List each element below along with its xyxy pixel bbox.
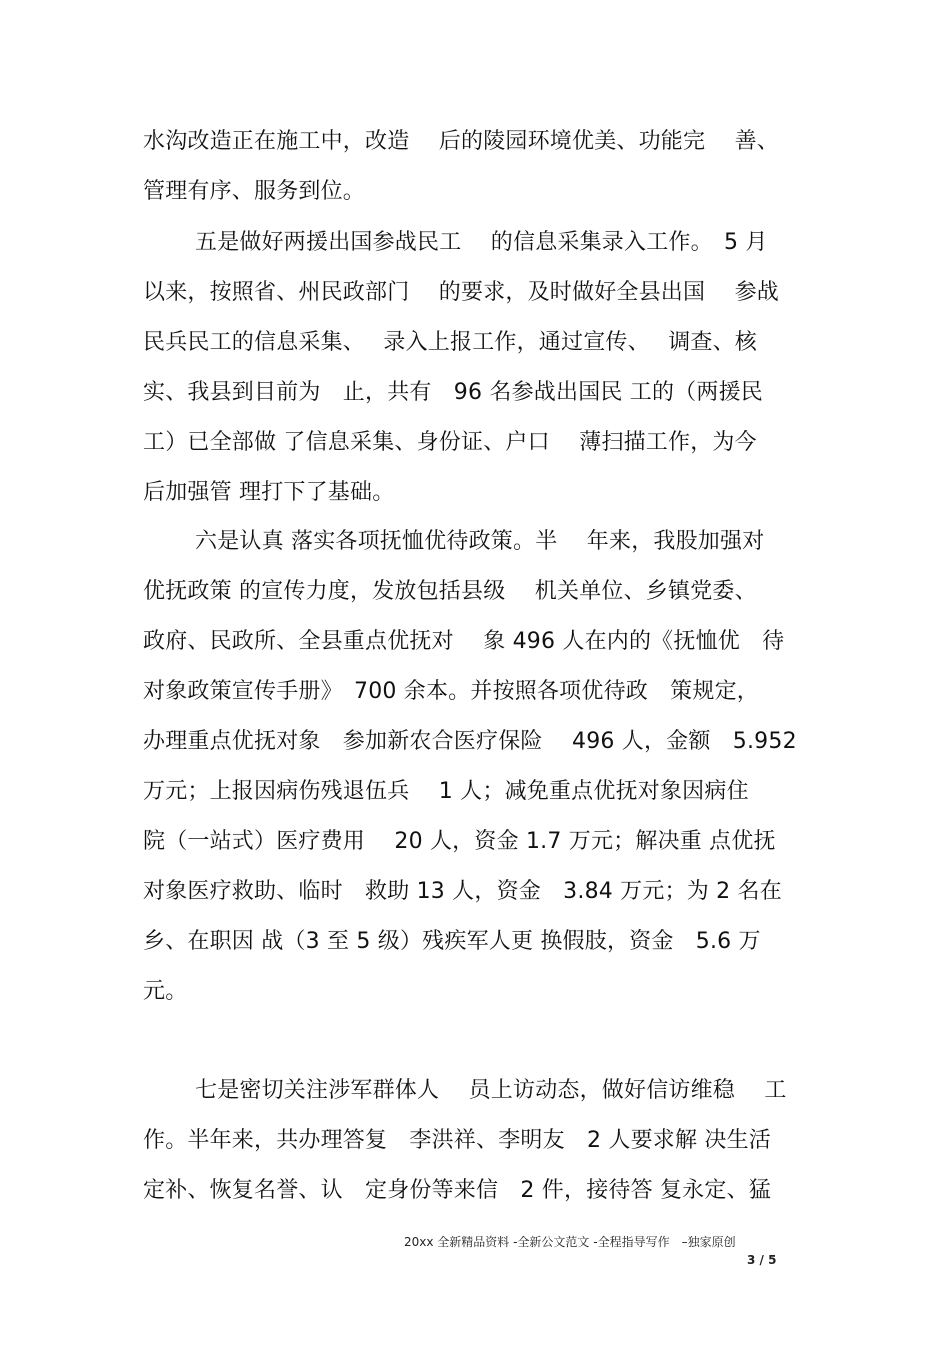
body-text-line: 水沟改造正在施工中，改造 后的陵园环境优美、功能完 善、 bbox=[143, 129, 779, 154]
page-footer: 20xx 全新精品资料 -全新公文范文 -全程指导写作 –独家原创 bbox=[404, 1235, 736, 1249]
body-text-line: 乡、在职因 战（3 至 5 级）残疾军人更 换假肢，资金 5.6 万 bbox=[143, 929, 761, 954]
paragraph-six-start: 六是认真 落实各项抚恤优待政策。半 年来，我股加强对 bbox=[195, 529, 765, 554]
body-text-line: 工）已全部做 了信息采集、身份证、户口 薄扫描工作，为今 bbox=[143, 430, 757, 455]
body-text-line: 以来，按照省、州民政部门 的要求，及时做好全县出国 参战 bbox=[143, 280, 779, 305]
body-text-line: 院（一站式）医疗费用 20 人，资金 1.7 万元；解决重 点优抚 bbox=[143, 829, 776, 854]
body-text-line: 作。半年来，共办理答复 李洪祥、李明友 2 人要求解 决生活 bbox=[143, 1128, 771, 1153]
body-text-line: 政府、民政所、全县重点优抚对 象 496 人在内的《抚恤优 待 bbox=[143, 629, 785, 654]
body-text-line: 万元；上报因病伤残退伍兵 1 人；减免重点优抚对象因病住 bbox=[143, 779, 749, 804]
body-text-line: 对象医疗救助、临时 救助 13 人，资金 3.84 万元；为 2 名在 bbox=[143, 879, 782, 904]
body-text-line: 办理重点优抚对象 参加新农合医疗保险 496 人，金额 5.952 bbox=[143, 729, 797, 754]
body-text-line: 对象政策宣传手册》 700 余本。并按照各项优待政 策规定， bbox=[143, 679, 759, 704]
body-text-line: 优抚政策 的宣传力度，发放包括县级 机关单位、乡镇党委、 bbox=[143, 579, 757, 604]
body-text-line: 民兵民工的信息采集、 录入上报工作，通过宣传、 调查、核 bbox=[143, 330, 757, 355]
body-text-line: 实、我县到目前为 止，共有 96 名参战出国民 工的（两援民 bbox=[143, 380, 763, 405]
body-text-line: 元。 bbox=[143, 979, 188, 1004]
body-text-line: 管理有序、服务到位。 bbox=[143, 179, 366, 204]
body-text-line: 后加强管 理打下了基础。 bbox=[143, 480, 395, 505]
page-number: 3 / 5 bbox=[747, 1253, 777, 1267]
paragraph-five-start: 五是做好两援出国参战民工 的信息采集录入工作。 5 月 bbox=[195, 230, 768, 255]
body-text-line: 定补、恢复名誉、认 定身份等来信 2 件，接待答 复永定、猛 bbox=[143, 1178, 771, 1203]
paragraph-seven-start: 七是密切关注涉军群体人 员上访动态，做好信访维稳 工 bbox=[195, 1078, 787, 1103]
